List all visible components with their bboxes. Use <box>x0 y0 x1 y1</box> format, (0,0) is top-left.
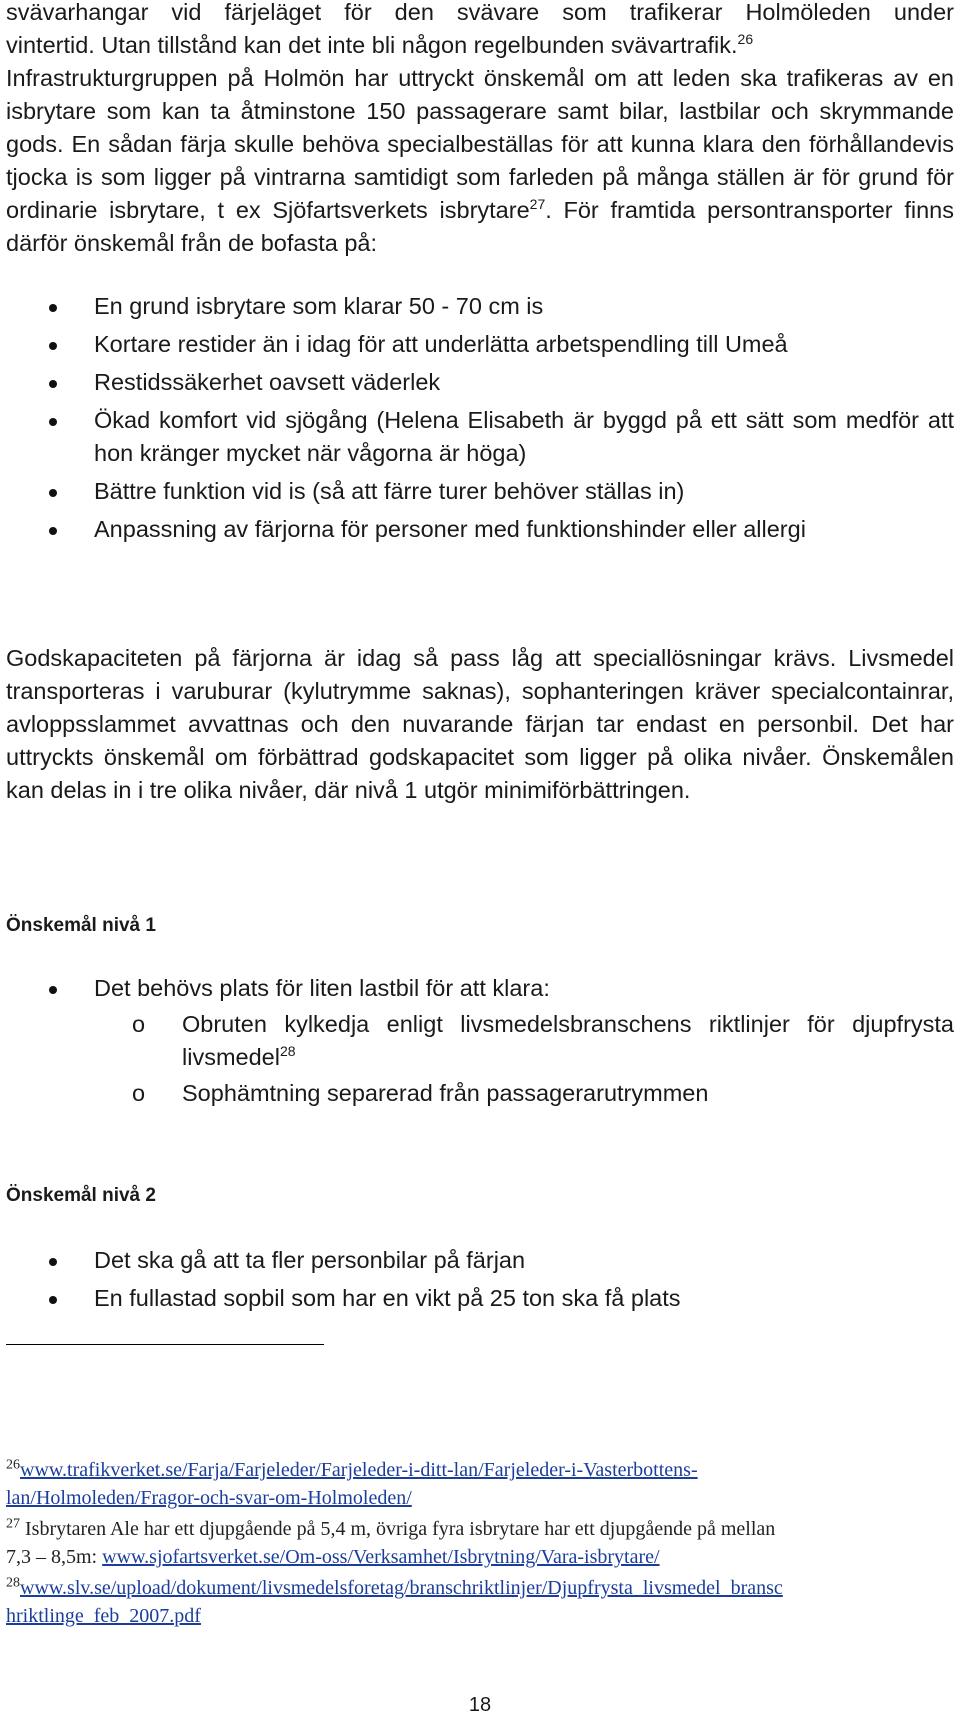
sub-list-item: o Obruten kylkedja enligt livsmedelsbranschens riktlinjer för djupfrysta livsmedel$^{28}$ <box>6 1008 954 1074</box>
bullet-icon <box>49 418 57 426</box>
circle-bullet-icon: o <box>132 1011 146 1037</box>
footnote-26-link-cont[interactable]: lan/Holmoleden/Fragor-och-svar-om-Holmoleden/ <box>6 1487 412 1509</box>
footnote-ref-27[interactable]: 27 <box>529 196 546 213</box>
list-item: En fullastad sopbil som har en vikt på 25 ton ska få plats <box>6 1282 954 1315</box>
footnote-28-link[interactable]: www.slv.se/upload/dokument/livsmedelsforetag/branschriktlinjer/Djupfrysta_livsmedel_bransc <box>20 1577 783 1599</box>
intro-line-2: vintertid. Utan tillstånd kan det inte bli någon regelbunden svävartrafik.$^{26}$ <box>6 31 754 58</box>
level-2-heading: Önskemål nivå 2 <box>6 1185 156 1206</box>
list-item: Det ska gå att ta fler personbilar på färjan <box>6 1244 954 1277</box>
level-1-list <box>6 972 954 1110</box>
goods-paragraph: Godskapaciteten på färjorna är idag så pass låg att speciallösningar krävs. Livsmedel transporteras i varuburar (kylutrymme saknas), sophanteringen kräver specialcontainrar, avloppsslammet avvattnas och den nuvarande färjan tar endast en personbil. Det har uttryckts önskemål om förbättrad godskapacitet som ligger på olika nivåer. Önskemålen kan delas in i tre olika nivåer, där nivå 1 utgör minimiförbättringen. <box>6 645 954 803</box>
circle-bullet-icon: o <box>132 1080 146 1106</box>
list-item: Bättre funktion vid is (så att färre turer behöver ställas in) <box>6 475 954 508</box>
page-number: 18 <box>468 1694 492 1716</box>
intro-paragraph <box>6 0 954 260</box>
intro-body: Infrastrukturgruppen på Holmön har uttryckt önskemål om att leden ska trafikeras av en isbrytare som kan ta åtminstone 150 passagerare samt bilar, lastbilar och skrymmande gods. En sådan färja skulle behöva specialbeställas för att kunna klara den förhållandevis tjocka is som ligger på vintrarna samtidigt som farleden på många ställen är för grund för ordinarie isbrytare, t ex Sjöfartsverkets isbrytare$^{27}$. För framtida persontransporter finns därför önskemål från de bofasta på: <box>6 65 954 256</box>
intro-line-1: svävarhangar vid färjeläget för den svävare som trafikerar Holmöleden under <box>6 0 954 25</box>
bullet-icon <box>49 380 57 388</box>
level-1-heading: Önskemål nivå 1 <box>6 915 156 936</box>
bullet-icon <box>49 1258 57 1266</box>
footnote-28-link-cont[interactable]: hriktlinge_feb_2007.pdf <box>6 1605 201 1627</box>
list-item: En grund isbrytare som klarar 50 - 70 cm is <box>6 290 954 323</box>
bullet-icon <box>49 342 57 350</box>
bullet-icon <box>49 304 57 312</box>
footnote-separator <box>6 1344 324 1345</box>
wishes-list <box>6 290 954 546</box>
bullet-icon <box>49 527 57 535</box>
list-item: Restidssäkerhet oavsett väderlek <box>6 366 954 399</box>
footnote-27: $^{27}$ Isbrytaren Ale har ett djupgående på 5,4 m, övriga fyra isbrytare har ett djupgående på mellan 7,3 – 8,5m: www.sjofartsverket.se/Om-oss/Verksamhet/Isbrytning/Vara-isbrytare/ <box>6 1516 776 1568</box>
footnote-27-link[interactable]: www.sjofartsverket.se/Om-oss/Verksamhet/Isbrytning/Vara-isbrytare/ <box>102 1546 660 1568</box>
footnote-ref-28[interactable]: 28 <box>279 1043 296 1060</box>
bullet-icon <box>49 986 57 994</box>
list-item: Anpassning av färjorna för personer med funktionshinder eller allergi <box>6 513 954 546</box>
list-item: Ökad komfort vid sjögång (Helena Elisabeth är byggd på ett sätt som medför att hon kränger mycket när vågorna är höga) <box>6 404 954 470</box>
list-item: Kortare restider än i idag för att underlätta arbetspendling till Umeå <box>6 328 954 361</box>
footnote-28: $^{28}$www.slv.se/upload/dokument/livsmedelsforetag/branschriktlinjer/Djupfrysta_livsmedel_bransc hriktlinge_feb_2007.pdf <box>6 1575 783 1627</box>
bullet-icon <box>49 1296 57 1304</box>
footnote-ref-26[interactable]: 26 <box>737 31 754 48</box>
list-item: Det behövs plats för liten lastbil för att klara: <box>6 972 954 1005</box>
footnote-26-link[interactable]: www.trafikverket.se/Farja/Farjeleder/Farjeleder-i-ditt-lan/Farjeleder-i-Vasterbottens- <box>20 1459 698 1481</box>
level-1-sublist <box>6 1008 954 1110</box>
bullet-icon <box>49 489 57 497</box>
footnotes <box>6 1456 956 1630</box>
footnote-26: $^{26}$www.trafikverket.se/Farja/Farjeleder/Farjeleder-i-ditt-lan/Farjeleder-i-Vasterbottens- lan/Holmoleden/Fragor-och-svar-om-Holmoleden/ <box>6 1457 698 1509</box>
sub-list-item: o Sophämtning separerad från passagerarutrymmen <box>6 1077 954 1110</box>
level-2-list <box>6 1244 954 1315</box>
